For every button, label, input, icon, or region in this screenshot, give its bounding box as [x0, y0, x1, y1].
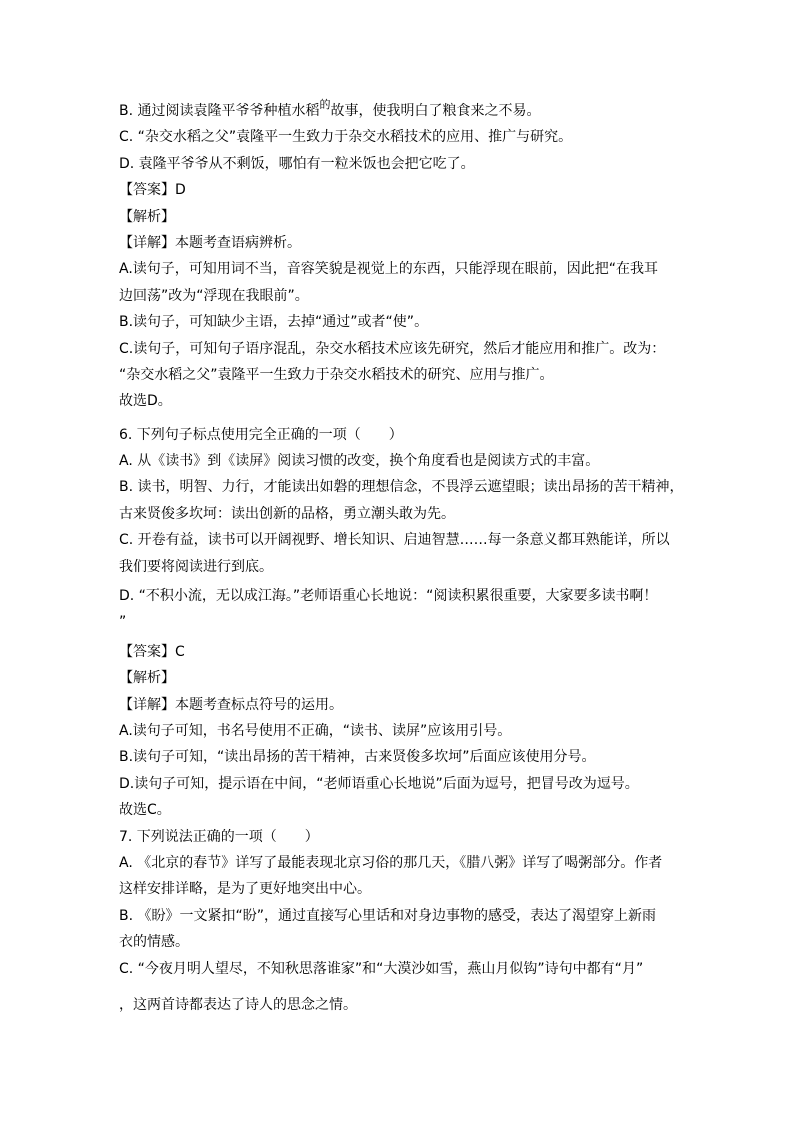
q5-explain-line: “杂交水稻之父”袁隆平一生致力于杂交水稻技术的研究、应用与推广。	[119, 366, 554, 383]
q6-analysis-heading: 【解析】	[119, 670, 175, 687]
document-page	[119, 98, 684, 1018]
q5-option-b-text: B. 通过阅读袁隆平爷爷种植水稻	[119, 103, 320, 119]
q6-option-line: ”	[119, 614, 127, 631]
q5-explain-line: A.读句子，可知用词不当，音容笑貌是视觉上的东西，只能浮现在眼前，因此把“在我耳	[119, 261, 659, 278]
q5-option-d: D. 袁隆平爷爷从不剩饭，哪怕有一粒米饭也会把它吃了。	[119, 155, 475, 172]
q6-explain-line: B.读句子可知，“读出昂扬的苦干精神，古来贤俊多坎坷”后面应该使用分号。	[119, 749, 596, 766]
q7-option-line: 这样安排详略，是为了更好地突出中心。	[119, 881, 371, 898]
q7-question: 7. 下列说法正确的一项（ ）	[119, 828, 319, 845]
q6-conclusion: 故选C。	[119, 802, 171, 819]
q5-option-c: C. “杂交水稻之父”袁隆平一生致力于杂交水稻技术的应用、推广与研究。	[119, 129, 573, 146]
q6-option-line: 古来贤俊多坎坷：读出创新的品格，勇立潮头敢为先。	[119, 505, 455, 522]
q5-detail: 【详解】本题考查语病辨析。	[119, 234, 301, 251]
q5-conclusion: 故选D。	[119, 393, 172, 410]
q5-answer: 【答案】D	[119, 182, 186, 199]
q5-explain-line: C.读句子，可知句子语序混乱，杂交水稻技术应该先研究，然后才能应用和推广。改为：	[119, 340, 666, 357]
q6-option-line: B. 读书，明智、力行，才能读出如磐的理想信念，不畏浮云遮望眼；读出昂扬的苦干精神，	[119, 479, 684, 496]
q5-explain-line: B.读句子，可知缺少主语，去掉“通过”或者“使”。	[119, 314, 429, 331]
q6-explain-line: A.读句子可知，书名号使用不正确，“读书、读屏”应该用引号。	[119, 722, 512, 739]
q6-explain-line: D.读句子可知，提示语在中间，“老师语重心长地说”后面为逗号，把冒号改为逗号。	[119, 775, 639, 792]
q5-option-b-text-end: 故事，使我明白了粮食来之不易。	[330, 103, 541, 119]
q6-question: 6. 下列句子标点使用完全正确的一项（ ）	[119, 426, 403, 443]
q6-option-line: C. 开卷有益，读书可以开阔视野、增长知识、启迪智慧……每一条意义都耳熟能详，所以	[119, 532, 670, 549]
q6-option-line: D. “不积小流，无以成江海。”老师语重心长地说：“阅读积累很重要，大家要多读书啊！	[119, 588, 658, 605]
q5-option-b	[119, 98, 679, 124]
q5-option-b-superscript: 的	[319, 98, 331, 111]
q7-option-line: B. 《盼》一文紧扣“盼”，通过直接写心里话和对身边事物的感受，表达了渴望穿上新雨	[119, 907, 657, 924]
q6-option-line: 我们要将阅读进行到底。	[119, 558, 273, 575]
q6-option-line: A. 从《读书》到《读屏》阅读习惯的改变，换个角度看也是阅读方式的丰富。	[119, 453, 600, 470]
q6-detail: 【详解】本题考查标点符号的运用。	[119, 696, 343, 713]
q7-option-line: A. 《北京的春节》详写了最能表现北京习俗的那几天，《腊八粥》详写了喝粥部分。作者	[119, 854, 663, 871]
q7-option-line: C. “今夜月明人望尽，不知秋思落谁家”和“大漠沙如雪，燕山月似钩”诗句中都有“月”	[119, 960, 644, 977]
q7-option-line: 衣的情感。	[119, 934, 189, 951]
q6-answer: 【答案】C	[119, 643, 185, 660]
q7-option-line: ，这两首诗都表达了诗人的思念之情。	[119, 996, 357, 1013]
q5-explain-line: 边回荡”改为“浮现在我眼前”。	[119, 287, 309, 304]
q5-analysis-heading: 【解析】	[119, 208, 175, 225]
